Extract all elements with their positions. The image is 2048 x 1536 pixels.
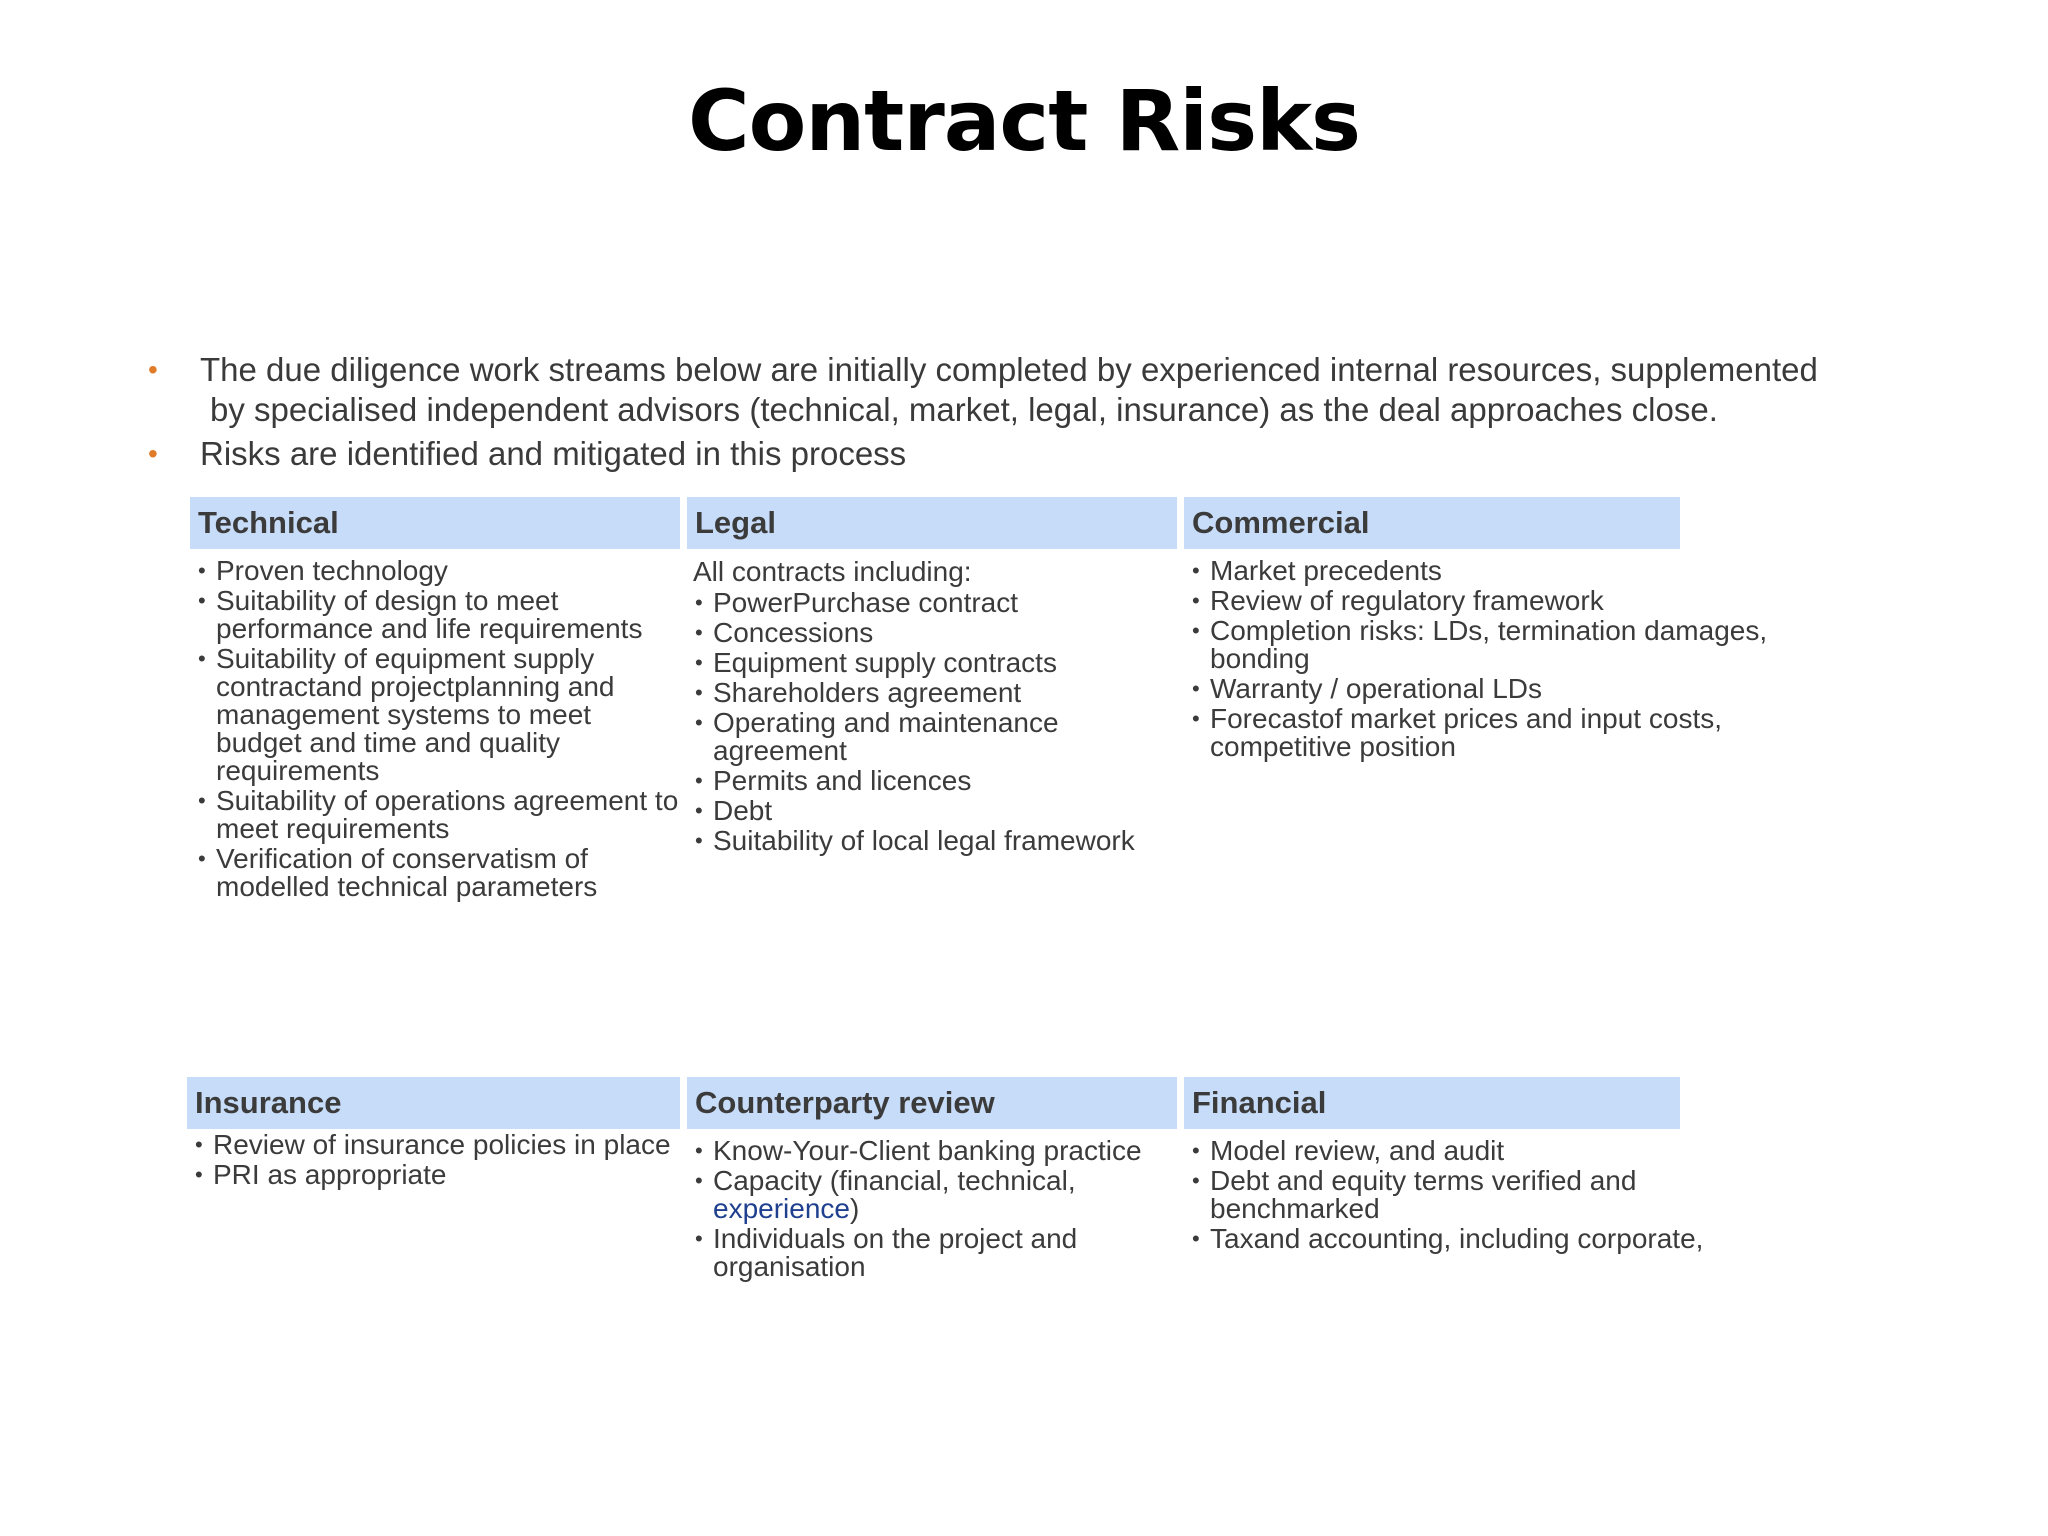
list-item: • Verification of conservatism of modelled technical parameters (190, 845, 680, 901)
insurance-list (187, 1131, 680, 1189)
section-counterparty (687, 1077, 1177, 1283)
section-header: Legal (687, 497, 1177, 549)
page-title: Contract Risks (688, 72, 1360, 170)
list-item: • PowerPurchase contract (687, 589, 1177, 617)
section-lead: All contracts including: (693, 556, 972, 587)
intro-text: by specialised independent advisors (technical, market, legal, insurance) as the deal approaches close. (210, 391, 1718, 428)
capacity-text: Capacity (financial, technical, (713, 1165, 1076, 1196)
intro-bullet (148, 434, 1868, 474)
list-item: • Operating and maintenance agreement (687, 709, 1177, 765)
section-technical (190, 497, 680, 903)
list-item: • Suitability of design to meet performance and life requirements (190, 587, 680, 643)
counterparty-list (687, 1137, 1177, 1281)
section-header: Technical (190, 497, 680, 549)
legal-list (687, 589, 1177, 855)
list-item: • Individuals on the project and organisation (687, 1225, 1177, 1281)
list-item: • Suitability of equipment supply contractand projectplanning and management systems to meet budget and time and quality requirements (190, 645, 680, 785)
technical-list (190, 557, 680, 901)
intro-bullets (148, 350, 1868, 474)
section-header: Commercial (1184, 497, 1680, 549)
list-item: • Shareholders agreement (687, 679, 1177, 707)
list-item: • Warranty / operational LDs (1184, 675, 1824, 703)
list-item: • PRI as appropriate (187, 1161, 680, 1189)
section-financial (1184, 1077, 1704, 1255)
section-legal (687, 497, 1177, 857)
bullet-icon: • (148, 438, 158, 469)
list-item: • Permits and licences (687, 767, 1177, 795)
list-item (687, 1167, 1177, 1223)
intro-text: The due diligence work streams below are initially completed by experienced internal resources, supplemented (200, 351, 1818, 388)
list-item: • Model review, and audit (1184, 1137, 1744, 1165)
list-item: • Taxand accounting, including corporate, (1184, 1225, 1744, 1253)
bullet-icon: • (148, 354, 158, 385)
intro-text: Risks are identified and mitigated in this process (200, 435, 907, 472)
list-item: • Suitability of local legal framework (687, 827, 1177, 855)
list-item: • Review of insurance policies in place (187, 1131, 680, 1159)
intro-bullet (148, 350, 1868, 430)
list-item: • Completion risks: LDs, termination damages, bonding (1184, 617, 1824, 673)
list-item: • Equipment supply contracts (687, 649, 1177, 677)
section-header: Insurance (187, 1077, 680, 1129)
section-header: Counterparty review (687, 1077, 1177, 1129)
financial-list (1184, 1137, 1744, 1253)
list-item: • Debt and equity terms verified and benchmarked (1184, 1167, 1744, 1223)
list-item: • Review of regulatory framework (1184, 587, 1824, 615)
list-item: • Market precedents (1184, 557, 1824, 585)
section-header: Financial (1184, 1077, 1680, 1129)
section-insurance (187, 1077, 680, 1191)
list-item: • Debt (687, 797, 1177, 825)
list-item: • Forecastof market prices and input costs, competitive position (1184, 705, 1824, 761)
list-item: • Know-Your-Client banking practice (687, 1137, 1177, 1165)
commercial-list (1184, 557, 1824, 761)
experience-link[interactable]: experience (713, 1193, 850, 1224)
capacity-suffix: ) (849, 1193, 860, 1224)
list-item: • Proven technology (190, 557, 680, 585)
list-item: • Concessions (687, 619, 1177, 647)
list-item: • Suitability of operations agreement to meet requirements (190, 787, 680, 843)
section-commercial (1184, 497, 1768, 763)
